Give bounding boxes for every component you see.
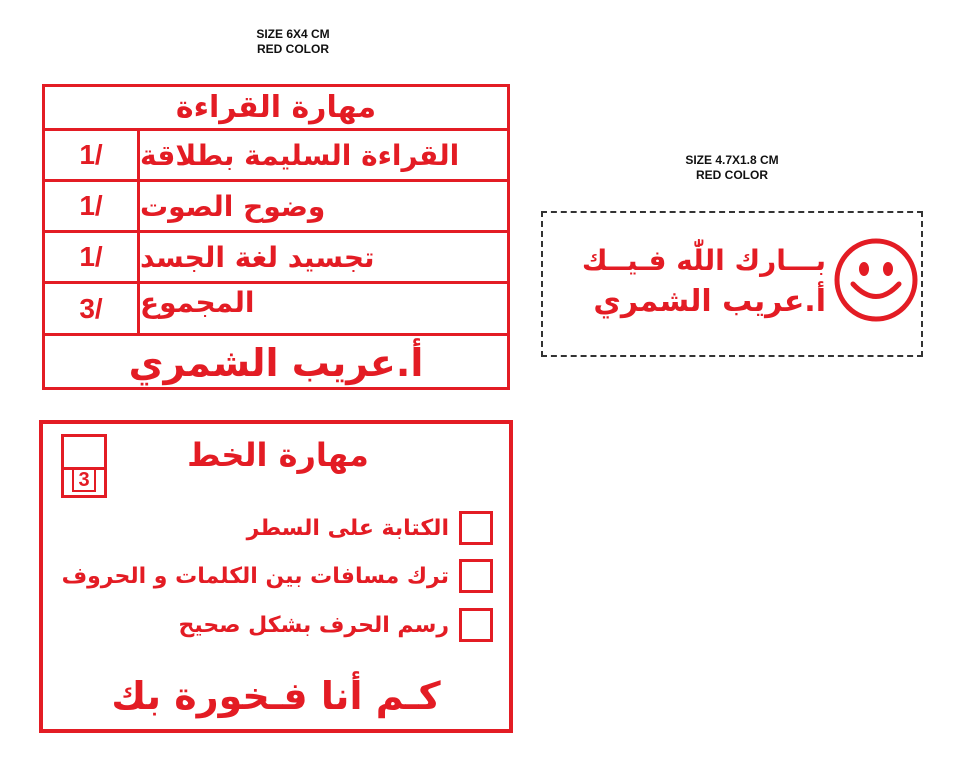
- spec-color: RED COLOR: [696, 168, 768, 182]
- spec-label-stamp-1: [238, 27, 348, 57]
- criterion-label: وضوح الصوت: [140, 189, 326, 223]
- fraction-denominator: 3: [72, 468, 96, 492]
- criterion-row: [45, 233, 507, 284]
- checklist-item: [179, 607, 493, 643]
- stamp-title: [45, 87, 507, 131]
- criterion-label: تجسيد لغة الجسد: [140, 240, 375, 274]
- checkbox[interactable]: [459, 559, 493, 593]
- total-score: 3/: [45, 284, 140, 333]
- teacher-name: أ.عريب الشمري: [128, 340, 424, 385]
- checklist-item: [62, 558, 493, 594]
- blessing-text: [551, 241, 826, 323]
- teacher-signature: [45, 333, 507, 389]
- smiley-face-icon: [833, 237, 919, 323]
- reading-skill-stamp: [42, 84, 510, 390]
- criterion-row: [45, 131, 507, 182]
- checklist-item-label: ترك مسافات بين الكلمات و الحروف: [61, 563, 449, 589]
- stamp-title: مهارة الخط: [187, 436, 369, 474]
- criterion-row: [45, 182, 507, 233]
- spec-size: SIZE 6X4 CM: [256, 27, 330, 41]
- criterion-label: القراءة السليمة بطلاقة: [140, 138, 460, 172]
- checkbox[interactable]: [459, 511, 493, 545]
- spec-label-stamp-3: [668, 153, 796, 183]
- criterion-score: 1/: [45, 233, 140, 281]
- score-fraction-box: [61, 434, 107, 498]
- checklist-item-label: رسم الحرف بشكل صحيح: [178, 612, 449, 638]
- checkbox[interactable]: [459, 608, 493, 642]
- teacher-name: أ.عريب الشمري: [593, 284, 826, 319]
- criterion-score: 1/: [45, 182, 140, 230]
- blessing-line: بـــارك اللّٰه فـيــك: [581, 244, 826, 277]
- checklist-item: [247, 510, 493, 546]
- total-label: المجموع: [140, 286, 255, 319]
- blessing-stamp: [541, 211, 923, 357]
- handwriting-skill-stamp: [39, 420, 513, 733]
- spec-color: RED COLOR: [257, 42, 329, 56]
- criterion-score: 1/: [45, 131, 140, 179]
- checklist-item-label: الكتابة على السطر: [246, 515, 449, 541]
- spec-size: SIZE 4.7X1.8 CM: [685, 153, 779, 167]
- praise-footer: كـم أنا فـخورة بك: [111, 674, 441, 718]
- stamp-title-text: مهارة القراءة: [175, 90, 377, 125]
- total-row: [45, 284, 507, 333]
